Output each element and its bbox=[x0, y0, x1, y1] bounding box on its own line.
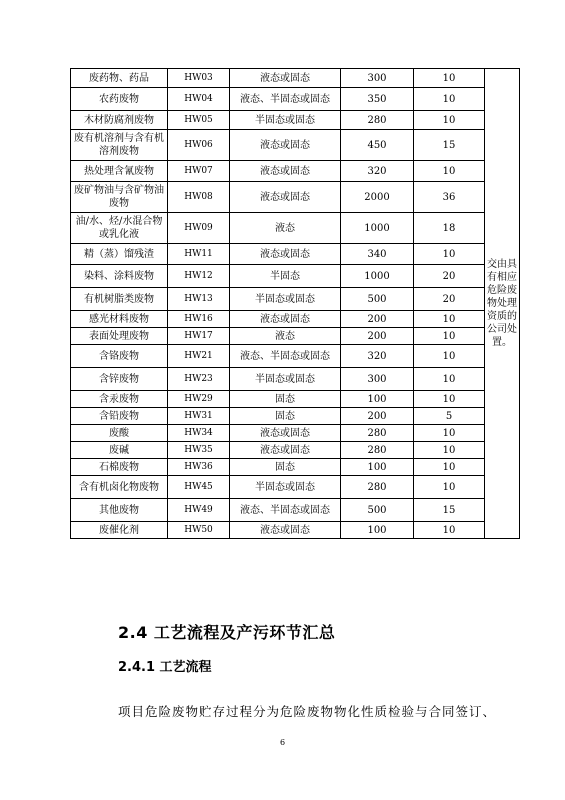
table-row bbox=[71, 88, 520, 111]
waste-code-cell: HW29 bbox=[168, 391, 230, 408]
quantity-b-cell: 10 bbox=[414, 161, 485, 182]
table-row bbox=[71, 69, 520, 88]
waste-name-cell: 废酸 bbox=[71, 425, 168, 442]
subsection-heading: 2.4.1 工艺流程 bbox=[118, 660, 212, 675]
table-row bbox=[71, 111, 520, 130]
waste-form-cell: 液态或固态 bbox=[230, 130, 341, 161]
waste-code-cell: HW12 bbox=[168, 265, 230, 288]
waste-code-cell: HW36 bbox=[168, 459, 230, 476]
quantity-a-cell: 500 bbox=[341, 499, 414, 522]
quantity-a-cell: 280 bbox=[341, 111, 414, 130]
hazardous-waste-table bbox=[70, 68, 520, 539]
waste-name-cell: 石棉废物 bbox=[71, 459, 168, 476]
table-row bbox=[71, 311, 520, 328]
waste-code-cell: HW11 bbox=[168, 244, 230, 265]
waste-code-cell: HW16 bbox=[168, 311, 230, 328]
waste-form-cell: 半固态或固态 bbox=[230, 476, 341, 499]
waste-name-cell: 含铬废物 bbox=[71, 345, 168, 368]
quantity-a-cell: 1000 bbox=[341, 213, 414, 244]
quantity-a-cell: 100 bbox=[341, 459, 414, 476]
table-body bbox=[71, 69, 520, 539]
quantity-a-cell: 200 bbox=[341, 328, 414, 345]
waste-code-cell: HW06 bbox=[168, 130, 230, 161]
waste-name-cell: 废药物、药品 bbox=[71, 69, 168, 88]
quantity-b-cell: 10 bbox=[414, 425, 485, 442]
quantity-a-cell: 200 bbox=[341, 408, 414, 425]
waste-code-cell: HW07 bbox=[168, 161, 230, 182]
table-row bbox=[71, 182, 520, 213]
waste-name-cell: 废矿物油与含矿物油废物 bbox=[71, 182, 168, 213]
quantity-b-cell: 10 bbox=[414, 345, 485, 368]
waste-name-cell: 有机树脂类废物 bbox=[71, 288, 168, 311]
table-row bbox=[71, 345, 520, 368]
waste-name-cell: 含有机卤化物废物 bbox=[71, 476, 168, 499]
quantity-a-cell: 350 bbox=[341, 88, 414, 111]
waste-code-cell: HW08 bbox=[168, 182, 230, 213]
table-row bbox=[71, 499, 520, 522]
quantity-b-cell: 10 bbox=[414, 311, 485, 328]
waste-form-cell: 固态 bbox=[230, 408, 341, 425]
quantity-b-cell: 10 bbox=[414, 442, 485, 459]
quantity-b-cell: 20 bbox=[414, 288, 485, 311]
waste-name-cell: 农药废物 bbox=[71, 88, 168, 111]
waste-name-cell: 热处理含氰废物 bbox=[71, 161, 168, 182]
waste-code-cell: HW50 bbox=[168, 522, 230, 539]
table-row bbox=[71, 328, 520, 345]
waste-code-cell: HW03 bbox=[168, 69, 230, 88]
waste-form-cell: 液态或固态 bbox=[230, 522, 341, 539]
waste-form-cell: 液态或固态 bbox=[230, 425, 341, 442]
waste-form-cell: 半固态或固态 bbox=[230, 368, 341, 391]
quantity-a-cell: 280 bbox=[341, 476, 414, 499]
table-row bbox=[71, 130, 520, 161]
waste-name-cell: 木材防腐剂废物 bbox=[71, 111, 168, 130]
waste-name-cell: 废催化剂 bbox=[71, 522, 168, 539]
quantity-a-cell: 320 bbox=[341, 161, 414, 182]
table-row bbox=[71, 288, 520, 311]
quantity-a-cell: 280 bbox=[341, 442, 414, 459]
quantity-a-cell: 2000 bbox=[341, 182, 414, 213]
waste-name-cell: 含锌废物 bbox=[71, 368, 168, 391]
page-number: 6 bbox=[279, 738, 286, 747]
quantity-a-cell: 280 bbox=[341, 425, 414, 442]
waste-code-cell: HW04 bbox=[168, 88, 230, 111]
quantity-a-cell: 1000 bbox=[341, 265, 414, 288]
quantity-b-cell: 10 bbox=[414, 368, 485, 391]
quantity-b-cell: 10 bbox=[414, 244, 485, 265]
waste-code-cell: HW34 bbox=[168, 425, 230, 442]
waste-form-cell: 液态、半固态或固态 bbox=[230, 499, 341, 522]
table-row bbox=[71, 476, 520, 499]
waste-form-cell: 液态或固态 bbox=[230, 161, 341, 182]
table-row bbox=[71, 408, 520, 425]
quantity-b-cell: 36 bbox=[414, 182, 485, 213]
quantity-b-cell: 10 bbox=[414, 328, 485, 345]
quantity-a-cell: 200 bbox=[341, 311, 414, 328]
table-row bbox=[71, 459, 520, 476]
waste-form-cell: 液态 bbox=[230, 213, 341, 244]
waste-form-cell: 液态、半固态或固态 bbox=[230, 88, 341, 111]
waste-name-cell: 感光材料废物 bbox=[71, 311, 168, 328]
waste-name-cell: 染料、涂料废物 bbox=[71, 265, 168, 288]
quantity-b-cell: 10 bbox=[414, 391, 485, 408]
quantity-b-cell: 18 bbox=[414, 213, 485, 244]
quantity-b-cell: 10 bbox=[414, 522, 485, 539]
quantity-a-cell: 100 bbox=[341, 391, 414, 408]
quantity-b-cell: 10 bbox=[414, 459, 485, 476]
waste-code-cell: HW23 bbox=[168, 368, 230, 391]
quantity-b-cell: 10 bbox=[414, 476, 485, 499]
waste-form-cell: 液态、半固态或固态 bbox=[230, 345, 341, 368]
quantity-a-cell: 100 bbox=[341, 522, 414, 539]
section-heading: 2.4 工艺流程及产污环节汇总 bbox=[118, 623, 336, 642]
waste-name-cell: 油/水、烃/水混合物或乳化液 bbox=[71, 213, 168, 244]
waste-form-cell: 液态或固态 bbox=[230, 182, 341, 213]
waste-form-cell: 固态 bbox=[230, 459, 341, 476]
quantity-b-cell: 10 bbox=[414, 69, 485, 88]
waste-form-cell: 液态或固态 bbox=[230, 442, 341, 459]
waste-name-cell: 含铅废物 bbox=[71, 408, 168, 425]
waste-name-cell: 其他废物 bbox=[71, 499, 168, 522]
waste-code-cell: HW13 bbox=[168, 288, 230, 311]
waste-code-cell: HW45 bbox=[168, 476, 230, 499]
waste-name-cell: 精（蒸）馏残渣 bbox=[71, 244, 168, 265]
table-row bbox=[71, 522, 520, 539]
waste-form-cell: 固态 bbox=[230, 391, 341, 408]
quantity-a-cell: 300 bbox=[341, 368, 414, 391]
quantity-a-cell: 320 bbox=[341, 345, 414, 368]
quantity-a-cell: 450 bbox=[341, 130, 414, 161]
quantity-b-cell: 10 bbox=[414, 88, 485, 111]
waste-form-cell: 液态或固态 bbox=[230, 69, 341, 88]
table-row bbox=[71, 442, 520, 459]
waste-form-cell: 液态 bbox=[230, 328, 341, 345]
body-paragraph: 项目危险废物贮存过程分为危险废物物化性质检验与合同签订、 bbox=[118, 704, 497, 719]
quantity-b-cell: 15 bbox=[414, 499, 485, 522]
table-row bbox=[71, 265, 520, 288]
table-row bbox=[71, 213, 520, 244]
table-row bbox=[71, 425, 520, 442]
quantity-b-cell: 20 bbox=[414, 265, 485, 288]
waste-code-cell: HW17 bbox=[168, 328, 230, 345]
waste-form-cell: 半固态或固态 bbox=[230, 288, 341, 311]
waste-form-cell: 液态或固态 bbox=[230, 244, 341, 265]
waste-code-cell: HW21 bbox=[168, 345, 230, 368]
quantity-b-cell: 15 bbox=[414, 130, 485, 161]
disposal-note-cell: 交由具有相应危险废物处理资质的公司处置。 bbox=[485, 69, 520, 539]
waste-name-cell: 含汞废物 bbox=[71, 391, 168, 408]
waste-name-cell: 废有机溶剂与含有机溶剂废物 bbox=[71, 130, 168, 161]
waste-code-cell: HW09 bbox=[168, 213, 230, 244]
waste-code-cell: HW05 bbox=[168, 111, 230, 130]
quantity-b-cell: 10 bbox=[414, 111, 485, 130]
waste-name-cell: 废碱 bbox=[71, 442, 168, 459]
waste-code-cell: HW31 bbox=[168, 408, 230, 425]
waste-form-cell: 半固态或固态 bbox=[230, 111, 341, 130]
waste-name-cell: 表面处理废物 bbox=[71, 328, 168, 345]
table-row bbox=[71, 368, 520, 391]
waste-code-cell: HW35 bbox=[168, 442, 230, 459]
table-row bbox=[71, 391, 520, 408]
table-row bbox=[71, 244, 520, 265]
quantity-a-cell: 300 bbox=[341, 69, 414, 88]
table-row bbox=[71, 161, 520, 182]
waste-form-cell: 半固态 bbox=[230, 265, 341, 288]
waste-code-cell: HW49 bbox=[168, 499, 230, 522]
quantity-a-cell: 340 bbox=[341, 244, 414, 265]
waste-form-cell: 液态或固态 bbox=[230, 311, 341, 328]
quantity-a-cell: 500 bbox=[341, 288, 414, 311]
quantity-b-cell: 5 bbox=[414, 408, 485, 425]
